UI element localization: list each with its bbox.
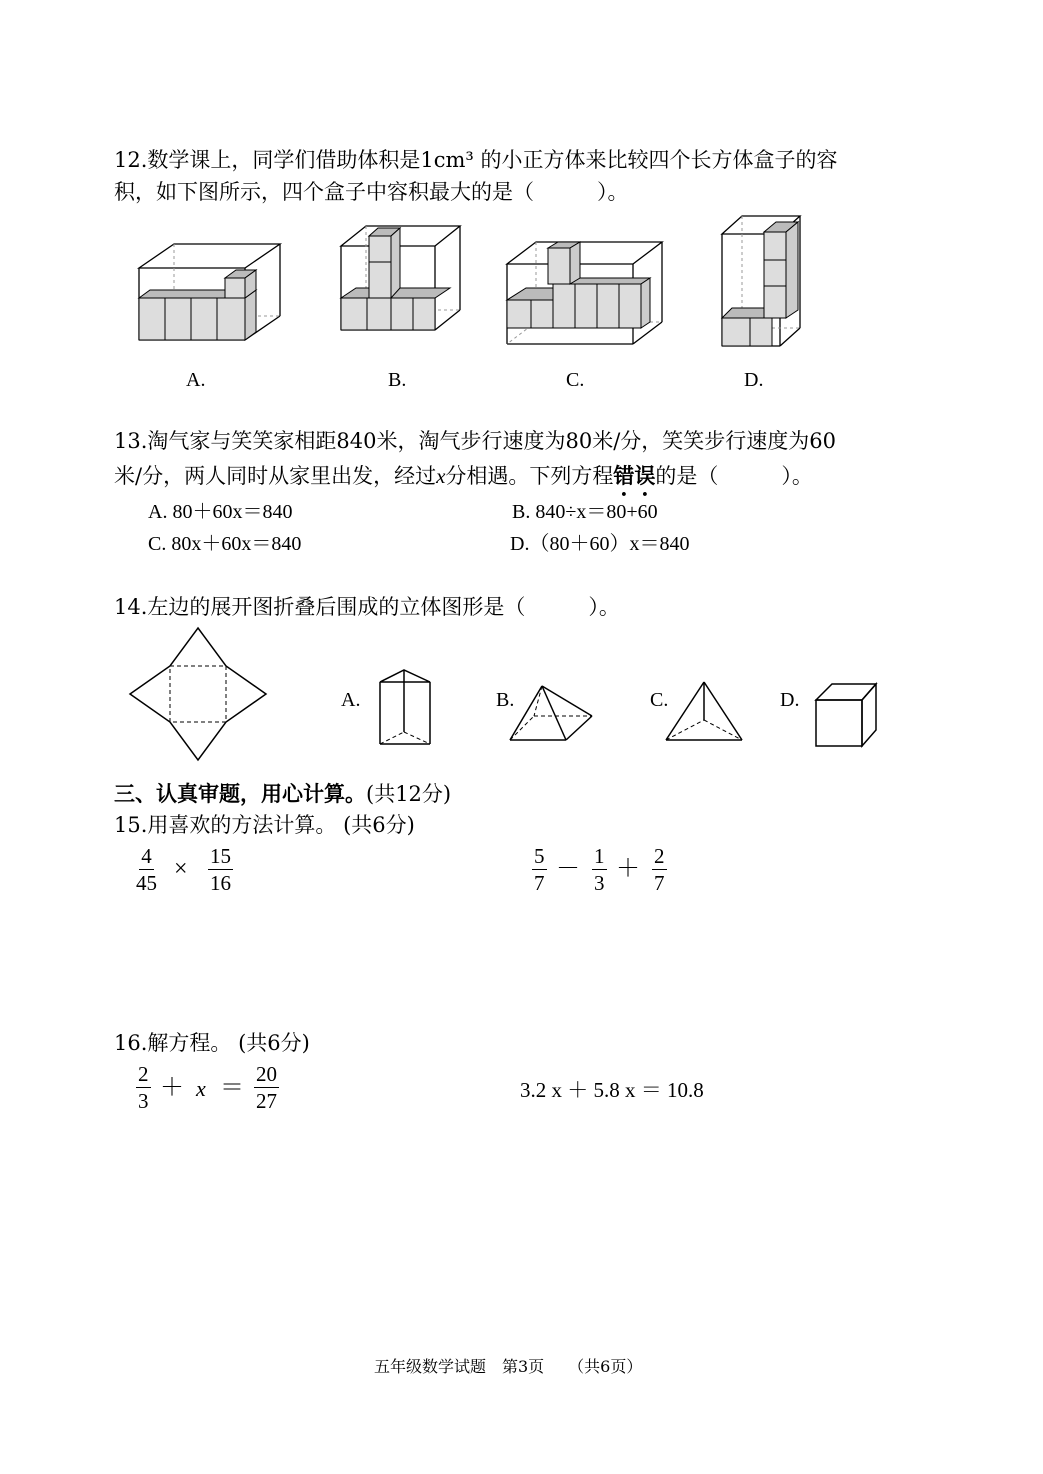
q15-expr2-operator-1: －: [556, 856, 580, 882]
denominator: 7: [654, 871, 665, 895]
q15-expr1-fraction-2: [208, 846, 233, 894]
q14-label-d: D.: [780, 689, 800, 711]
q13-option-a: A. 80＋60x＝840: [148, 501, 293, 523]
q14-pyramid-icon: [506, 682, 596, 744]
q14-cube-icon: [812, 680, 880, 750]
denominator: 16: [210, 871, 231, 895]
page-footer: 五年级数学试题 第3页 （共6页）: [374, 1357, 643, 1376]
q15-expr2-fraction-1: [532, 846, 547, 894]
q13-emphasis-wrong: 错误: [613, 463, 656, 488]
q12-line1: 12.数学课上，同学们借助体积是1cm³ 的小正方体来比较四个长方体盒子的容: [114, 148, 838, 172]
q12-figure-a: [134, 240, 284, 350]
numerator: 1: [594, 844, 605, 868]
section3-title: 三、认真审题，用心计算。: [114, 781, 366, 806]
numerator: 20: [256, 1062, 277, 1086]
q14-prism-icon: [376, 666, 436, 748]
denominator: 45: [136, 871, 157, 895]
q14-label-a: A.: [341, 689, 361, 711]
denominator: 3: [138, 1089, 149, 1113]
q13-option-d: D.（80＋60）x＝840: [510, 533, 690, 555]
q12-label-a: A.: [186, 369, 206, 391]
q14-net-figure: [126, 624, 270, 764]
q16-eq1-equals: ＝: [220, 1075, 244, 1101]
q15-expr2-operator-2: ＋: [616, 856, 640, 882]
denominator: 7: [534, 871, 545, 895]
q13-variable-x: x: [436, 464, 446, 488]
q12-figure-c: [504, 238, 666, 350]
q12-label-b: B.: [388, 369, 407, 391]
denominator: 3: [594, 871, 605, 895]
numerator: 15: [210, 844, 231, 868]
q16-eq1-plus: ＋: [160, 1075, 184, 1101]
q14-label-b: B.: [496, 689, 515, 711]
numerator: 4: [141, 844, 152, 868]
section3-score: (共12分): [366, 782, 452, 806]
q12-line2: 积，如下图所示，四个盒子中容积最大的是（ ）。: [114, 180, 629, 204]
q13-option-b: B. 840÷x＝80+60: [512, 501, 658, 523]
q15-heading: [114, 815, 415, 836]
q16-eq2: 3.2 x ＋ 5.8 x ＝ 10.8: [520, 1078, 704, 1102]
denominator: 27: [256, 1089, 277, 1113]
q14-label-c: C.: [650, 689, 669, 711]
section3-heading: [114, 783, 451, 805]
q13-line2-part-c: 的是（ ）。: [655, 464, 813, 488]
q15-expr1-operator: ×: [174, 856, 188, 882]
q12-label-d: D.: [744, 369, 764, 391]
q12-figure-b: [336, 222, 466, 337]
q12-figure-d: [718, 214, 806, 350]
q14-text: 14.左边的展开图折叠后围成的立体图形是（ ）。: [114, 595, 620, 619]
numerator: 5: [534, 844, 545, 868]
q15-text: 15.用喜欢的方法计算。: [114, 813, 337, 837]
q16-text: 16.解方程。: [114, 1031, 232, 1055]
q13-option-c: C. 80x＋60x＝840: [148, 533, 302, 555]
q15-expr2-fraction-3: [652, 846, 667, 894]
q13-line2: [114, 463, 813, 501]
q16-heading: [114, 1033, 310, 1054]
q13-line2-part-b: 分相遇。下列方程: [445, 464, 614, 488]
q16-eq1-fraction-1: [136, 1064, 151, 1112]
q15-expr1-fraction-1: [136, 846, 157, 894]
numerator: 2: [654, 844, 665, 868]
q12-label-c: C.: [566, 369, 585, 391]
q15-expr2-fraction-2: [592, 846, 607, 894]
q16-eq1-fraction-2: [254, 1064, 279, 1112]
q16-eq1-variable: x: [196, 1076, 206, 1101]
q13-line1: 13.淘气家与笑笑家相距840米，淘气步行速度为80米/分，笑笑步行速度为60: [114, 429, 836, 453]
q15-score: (共6分): [343, 813, 415, 837]
q16-score: (共6分): [238, 1031, 310, 1055]
q13-line2-part-a: 米/分，两人同时从家里出发，经过: [114, 464, 437, 488]
numerator: 2: [138, 1062, 149, 1086]
q14-tetrahedron-icon: [662, 678, 746, 746]
